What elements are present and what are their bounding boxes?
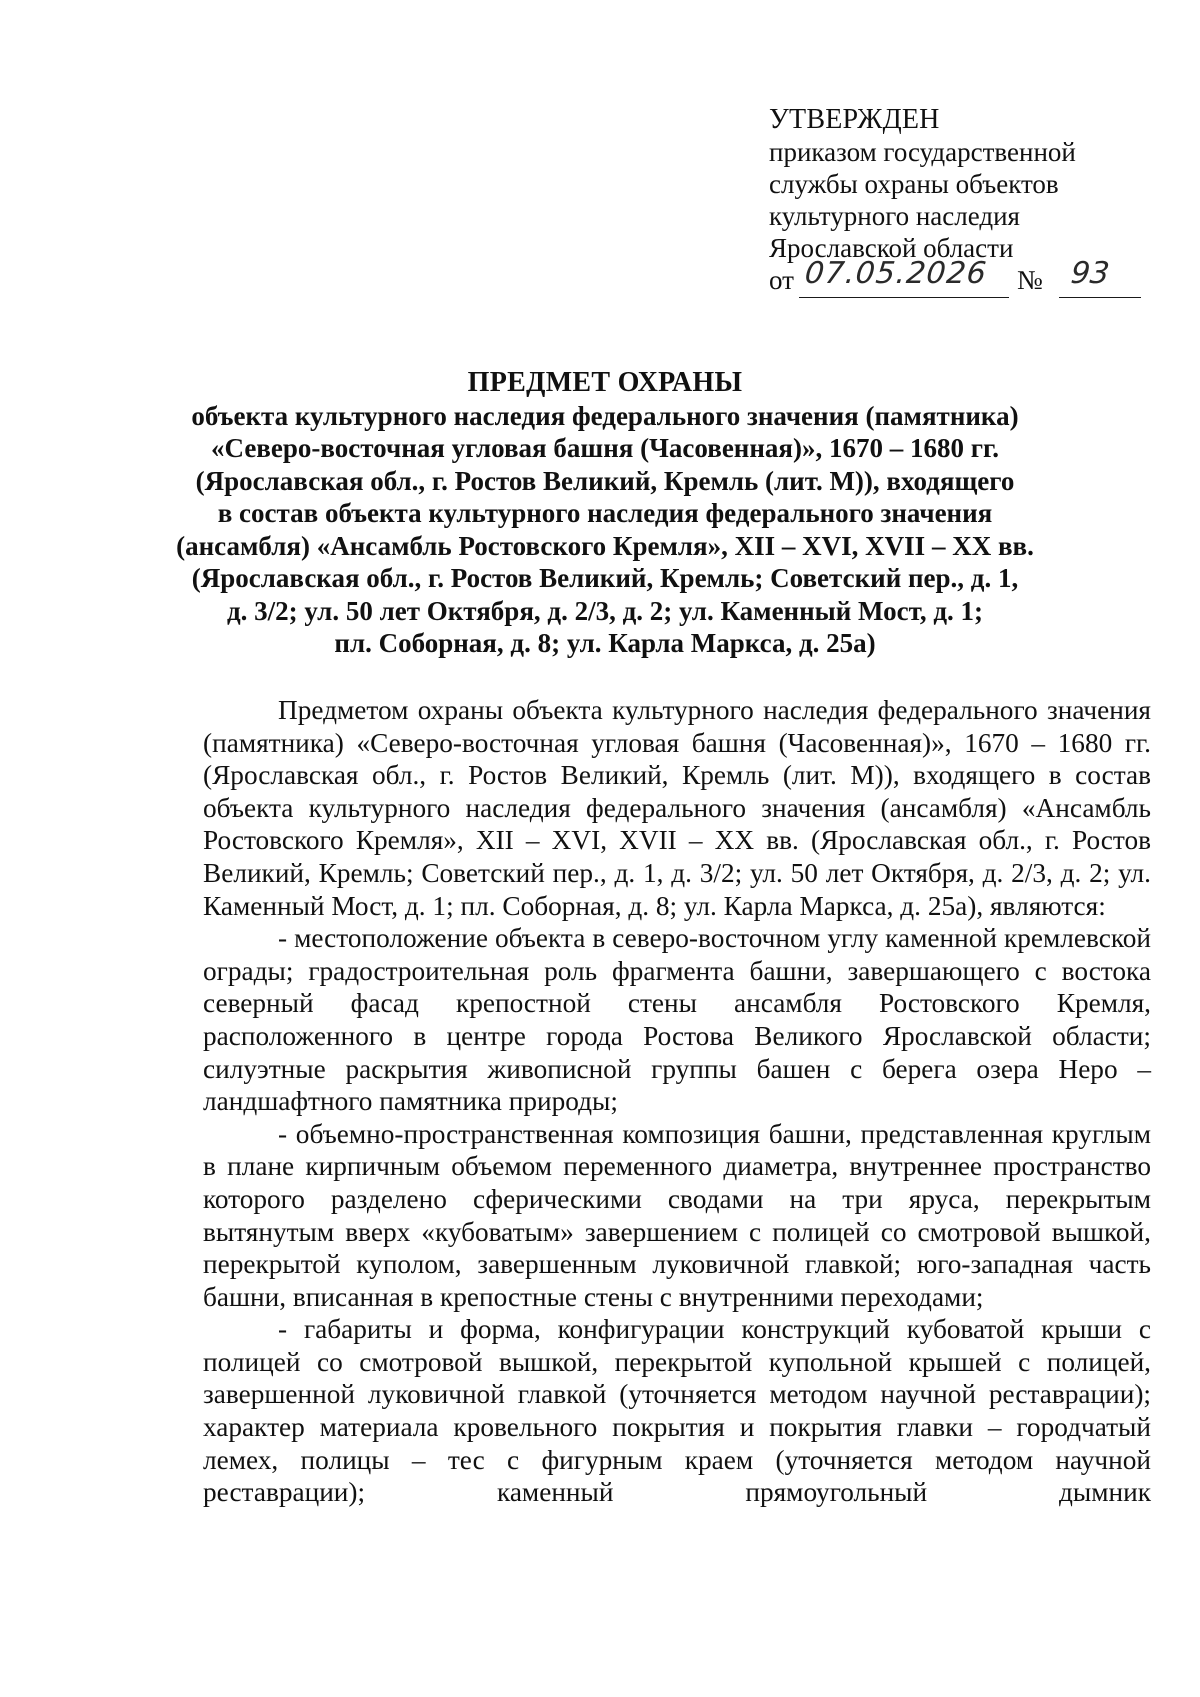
handwritten-date: 07.05.2026: [803, 256, 989, 291]
heading-line: объекта культурного наследия федерального значения (памятника): [191, 400, 1019, 431]
approval-line: Ярославской области: [769, 233, 1014, 263]
heading-line: пл. Соборная, д. 8; ул. Карла Маркса, д. 25а): [334, 628, 876, 658]
heading-line: (Ярославская обл., г. Ростов Великий, Кремль; Советский пер., д. 1,: [191, 563, 1019, 593]
approval-date-number-row: [769, 256, 1149, 300]
approval-line: службы охраны объектов: [769, 169, 1059, 199]
heading-line: (Ярославская обл., г. Ростов Великий, Кремль (лит. М)), входящего: [195, 465, 1015, 496]
handwritten-number: 93: [1069, 256, 1112, 291]
approval-title: УТВЕРЖДЕН: [769, 104, 940, 135]
heading-line: (ансамбля) «Ансамбль Ростовского Кремля», XII – XVI, XVII – XX вв.: [176, 530, 1034, 561]
heading-title: ПРЕДМЕТ ОХРАНЫ: [467, 367, 743, 398]
approval-block: [769, 104, 1149, 300]
heading-line: «Северо-восточная угловая башня (Часовенная)», 1670 – 1680 гг.: [211, 433, 999, 463]
heading-line: д. 3/2; ул. 50 лет Октября, д. 2/3, д. 2; ул. Каменный Мост, д. 1;: [226, 595, 984, 626]
number-label: №: [1017, 265, 1043, 295]
date-field: [799, 256, 1009, 298]
heading-line: в состав объекта культурного наследия федерального значения: [217, 498, 993, 528]
approval-line: культурного наследия: [769, 201, 1020, 231]
body-paragraph-location: - местоположение объекта в северо-восточном углу каменной кремлевской ограды; градостроительная роль фрагмента башни, завершающего с востока северный фасад крепостной стены ансамбля Ростовского Кремля, расположенного в центре города Ростова Великого Ярославской области; силуэтные раскрытия живописной группы башен с берега озера Неро – ландшафтного памятника природы;: [203, 923, 1151, 1117]
document-heading: [160, 367, 1050, 660]
number-field: [1059, 256, 1141, 298]
body-paragraph-dimensions: - габариты и форма, конфигурации конструкций кубоватой крыши с полицей со смотровой вышкой, перекрытой купольной крышей с полицей, завершенной луковичной главкой (уточняется методом научной реставрации); характер материала кровельного покрытия и покрытия главки – городчатый лемех, полицы – тес с фигурным краем (уточняется методом научной реставрации); каменный прямоугольный дымник: [203, 1314, 1151, 1508]
document-body: [203, 694, 1151, 1509]
from-label: от: [769, 265, 794, 295]
body-paragraph-intro: Предметом охраны объекта культурного наследия федерального значения (памятника) «Северо-восточная угловая башня (Часовенная)», 1670 – 1680 гг. (Ярославская обл., г. Ростов Великий, Кремль (лит. М)), входящего в состав объекта культурного наследия федерального значения (ансамбля) «Ансамбль Ростовского Кремля», XII – XVI, XVII – XX вв. (Ярославская обл., г. Ростов Великий, Кремль; Советский пер., д. 1, д. 3/2; ул. 50 лет Октября, д. 2/3, д. 2; ул. Каменный Мост, д. 1; пл. Соборная, д. 8; ул. Карла Маркса, д. 25а), являются:: [203, 695, 1151, 921]
body-paragraph-composition: - объемно-пространственная композиция башни, представленная круглым в плане кирпичным объемом переменного диаметра, внутреннее пространство которого разделено сферическими сводами на три яруса, перекрытым вытянутым вверх «кубоватым» завершением с полицей со смотровой вышкой, перекрытой куполом, завершенным луковичной главкой; юго-западная часть башни, вписанная в крепостные стены с внутренними переходами;: [203, 1118, 1151, 1312]
approval-line: приказом государственной: [769, 137, 1076, 167]
